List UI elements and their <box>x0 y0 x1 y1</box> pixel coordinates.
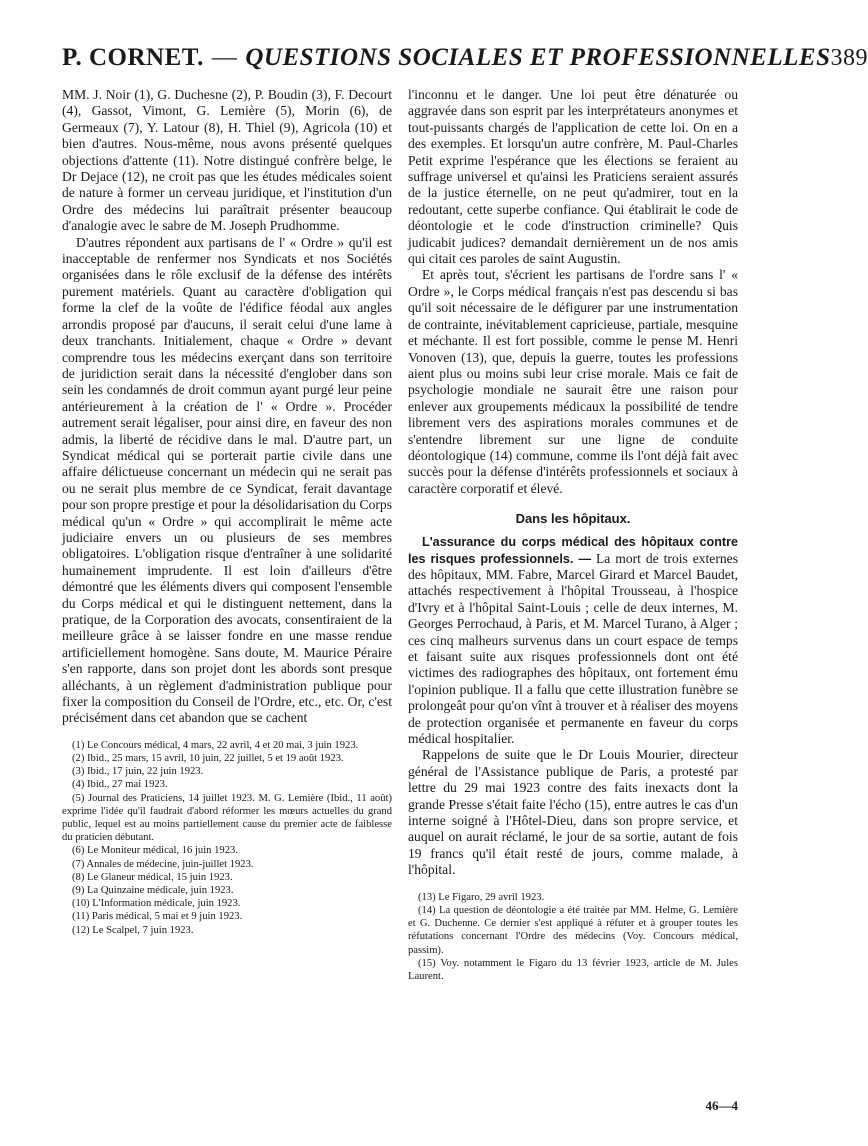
footnote: (4) Ibid., 27 mai 1923. <box>72 779 168 791</box>
paragraph: MM. J. Noir (1), G. Duchesne (2), P. Boudin (3), F. Decourt (4), Gassot, Vimont, G. Lemière (5), Morin (6), de Germeaux (7), Y. Latour (8), H. Thiel (9), Agricola (10) et bien d'autres. Nous-même, nous avons présenté quelques objections d'attente (11). Notre distingué confrère belge, le Dr Dejace (12), ne croit pas que les études médicales soient de nature à former un cerveau juridique, et l'institution d'un Ordre des médecins lui paraîtrait présenter beaucoup d'analogie avec le sabre de M. Joseph Prudhomme. <box>62 87 392 234</box>
footnote: (9) La Quinzaine médicale, juin 1923. <box>72 885 234 897</box>
running-head <box>62 44 868 78</box>
footnote: (3) Ibid., 17 juin, 22 juin 1923. <box>72 766 204 778</box>
footnote: (13) Le Figaro, 29 avril 1923. <box>418 891 545 903</box>
header-author: P. CORNET. <box>62 44 204 71</box>
left-footnotes <box>62 739 392 937</box>
paragraph: Rappelons de suite que le Dr Louis Mourier, directeur général de l'Assistance publique de Paris, a protesté par lettre du 29 mai 1923 contre des faits inexacts dont la grande Presse s'était faite l'écho (15), entre autres le cas d'un interne soigné à l'Hôtel-Dieu, dans son propre service, et auquel on aurait réclamé, le jour de sa sortie, autant de fois 19 francs qu'il était resté de jours, comme malade, à l'hôpital. <box>408 747 738 878</box>
section-paragraph-lead <box>408 534 738 747</box>
footnote: (1) Le Concours médical, 4 mars, 22 avril, 4 et 20 mai, 3 juin 1923. <box>72 739 359 751</box>
paragraph: l'inconnu et le danger. Une loi peut être dénaturée ou aggravée dans son esprit par les interprétateurs anonymes et tout-puissants chargés de l'application de cette loi. On en a des exemples. Et lorsqu'un autre confrère, M. Paul-Charles Petit exprime l'espérance que les élections se feraient au suffrage universel et qu'ainsi les Praticiens seraient assurés de la justice éternelle, on ne peut qu'admirer, tout en la redoutant, cette superbe confiance. Qui établirait le code de déontologie et le code d'instruction criminelle? Quis judicabit judices? demandait dernièrement un de nos amis qui citait ces paroles de saint Augustin. <box>408 87 738 267</box>
right-body <box>408 87 738 879</box>
footnote: (11) Paris médical, 5 mai et 9 juin 1923. <box>72 911 243 923</box>
footnote: (15) Voy. notamment le Figaro du 13 février 1923, article de M. Jules Laurent. <box>408 957 738 982</box>
footnote: (10) L'Information médicale, juin 1923. <box>72 898 241 910</box>
left-body <box>62 87 392 727</box>
subsection-title: L'assurance du corps médical des hôpitaux contre les risques professionnels. — <box>408 535 738 566</box>
footnote: (6) Le Moniteur médical, 16 juin 1923. <box>72 845 238 857</box>
right-column <box>408 87 738 983</box>
signature-mark: 46—4 <box>705 1098 738 1113</box>
right-footnotes <box>408 891 738 983</box>
header-title: QUESTIONS SOCIALES ET PROFESSIONNELLES <box>245 44 831 71</box>
paragraph: D'autres répondent aux partisans de l' « Ordre » qu'il est inacceptable de renfermer nos Syndicats et nos Sociétés organisées dans le rôle exclusif de la défense des intérêts purement matériels. Quant au caractère d'obligation qui forme la clef de la voûte de l'édifice féodal aux angles arrondis proposé par d'aucuns, il serait celui d'une lame à deux tranchants. Initialement, chaque « Ordre » devant comprendre tous les médecins exerçant dans son territoire de juridiction serait dans la nécessité d'englober dans son sein les condamnés de droit commun ayant purgé leur peine antérieurement à la création de l' « Ordre ». Procéder autrement serait légaliser, pour ainsi dire, en faveur des non admis, la liberté de récidive dans le mal. D'autre part, un Syndicat médical qui se porterait partie civile dans une affaire délictueuse concernant un médecin qui ne serait pas ou ne serait plus membre de ce Syndicat, ferait davantage pour son propre prestige et pour la désolidarisation du Corps médical qu'un « Ordre » qui accomplirait le même acte judiciaire envers un ou plusieurs de ses membres obligatoires. L'obligation risque d'entraîner à une solidarité humainement imprudente. Il est loin d'ailleurs d'être démontré que les éléments divers qui composent l'ensemble du Corps médical et qui le distinguent nettement, dans la pratique, de la Corporation des avocats, consentiraient de la meilleure grâce à se laisser fondre en une masse rendue artificiellement homogène. Sans doute, M. Maurice Péraire s'en rapporte, dans son projet dont les abords sont presque alléchants, à un règlement d'administration publique pour fixer la composition du Conseil de l'Ordre, etc., etc. Or, c'est précisément dans cet abandon que se cachent <box>62 234 392 726</box>
section-paragraph-text: La mort de trois externes des hôpitaux, MM. Fabre, Marcel Girard et Marcel Baudet, attachés respectivement à l'hôpital Trousseau, à l'hospice d'Ivry et à l'hôpital Saint-Louis ; celle de deux internes, M. Georges Perrochaud, à Paris, et M. Marcel Turano, à Alger ; ces cinq malheurs survenus dans un court espace de temps et faisant suite aux risques professionnels dont ont été victimes des radiographes des hôpitaux, ont fortement ému l'opinion publique. Il a fallu que cette illustration funèbre se prolongeât pour qu'on vînt à trouver et à réaliser des moyens de protection organisée et permanente en faveur du corps médical hospitalier. <box>408 550 738 747</box>
section-title: Dans les hôpitaux. <box>515 511 631 527</box>
footnote: (5) Journal des Praticiens, 14 juillet 1923. M. G. Lemière (Ibid., 11 août) exprime l'idée qu'il faudrait d'abord réformer les mœurs actuelles du grand public, lequel est au moins partiellement cause du premier acte de faiblesse du praticien débutant. <box>62 792 392 844</box>
page-number: 389 <box>830 45 868 71</box>
paragraph: Et après tout, s'écrient les partisans de l'ordre sans l' « Ordre », le Corps médical français n'est pas descendu si bas qu'il soit nécessaire de le défigurer par une instrumentation de contrainte, inévitablement capricieuse, partiale, mesquine et méchante. Il est fort possible, comme le pense M. Henri Vonoven (13), que, depuis la guerre, toutes les professions aient plus ou moins subi leur crise morale. Mais ce fait de psychologie mondiale ne saurait être une raison pour enlever aux groupements médicaux la possibilité de tendre librement vers des aspirations morales communes et de s'entendre librement sur une ligne de conduite déontologique (14) commune, comme ils l'ont déjà fait avec succès pour la défense d'intérêts professionnels et sociaux à caractère corporatif et élevé. <box>408 267 738 496</box>
footnote: (8) Le Glaneur médical, 15 juin 1923. <box>72 871 233 883</box>
footnote: (2) Ibid., 25 mars, 15 avril, 10 juin, 22 juillet, 5 et 19 août 1923. <box>72 753 344 765</box>
footnote: (12) Le Scalpel, 7 juin 1923. <box>72 924 194 936</box>
footnote: (7) Annales de médecine, juin-juillet 1923. <box>72 858 254 870</box>
header-dash: — <box>211 44 238 71</box>
left-column <box>62 87 392 937</box>
footnote: (14) La question de déontologie a été traitée par MM. Helme, G. Lemière et G. Duchenne. Ce dernier s'est appliqué à réfuter et à grouper toutes les réfutations concernant l'Ordre des médecins (Voy. Concours médical, passim). <box>408 904 738 956</box>
